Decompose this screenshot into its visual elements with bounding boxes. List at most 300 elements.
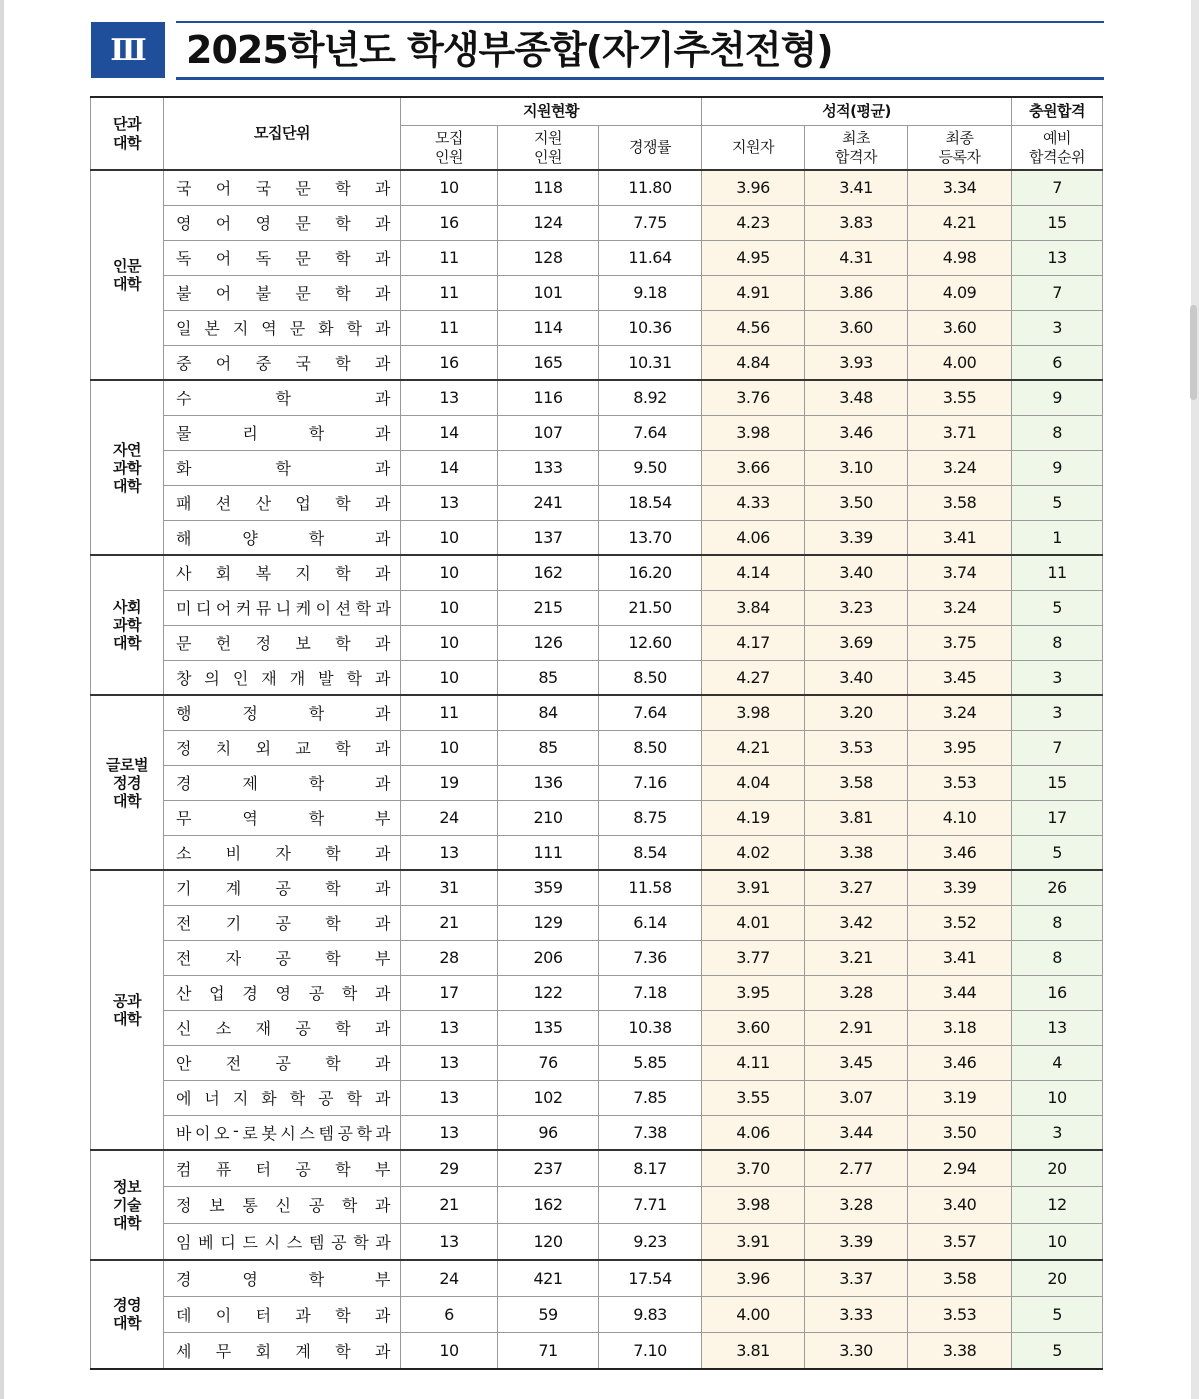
dept-name: 정 치 외 교 학 과 [176, 739, 390, 758]
dept-name: 창 의 인 재 개 발 학 과 [176, 668, 390, 688]
dept-name: 독 어 독 문 학 과 [176, 249, 390, 268]
dept-cell [164, 1187, 401, 1224]
dept-name: 컴 퓨 터 공 학 부 [176, 1160, 390, 1179]
ratio-cell: 6.14 [599, 905, 702, 940]
ratio-cell: 13.70 [599, 520, 702, 555]
dept-name: 기 계 공 학 과 [176, 879, 390, 899]
dept-cell [164, 695, 401, 730]
dept-cell [164, 555, 401, 590]
section-number-badge: Ⅲ [91, 22, 165, 78]
dept-cell [164, 1045, 401, 1080]
dept-cell [164, 940, 401, 975]
dept-cell [164, 765, 401, 800]
waitlist-rank-cell: 17 [1012, 800, 1103, 835]
dept-cell [164, 1115, 401, 1150]
ratio-cell: 17.54 [599, 1260, 702, 1297]
first-pass-cell: 3.40 [805, 660, 908, 695]
recruit-cell: 13 [401, 1115, 498, 1150]
applicants-cell: 84 [498, 695, 599, 730]
col-unit: 모집단위 [164, 97, 401, 170]
table-row [91, 625, 1103, 660]
table-row [91, 1010, 1103, 1045]
recruit-cell: 28 [401, 940, 498, 975]
dept-name: 전 기 공 학 과 [176, 914, 390, 933]
table-row [91, 240, 1103, 275]
applicants-cell: 215 [498, 590, 599, 625]
applicants-cell: 120 [498, 1223, 599, 1260]
ratio-cell: 8.54 [599, 835, 702, 870]
ratio-cell: 11.64 [599, 240, 702, 275]
waitlist-rank-cell: 9 [1012, 380, 1103, 415]
first-pass-cell: 3.20 [805, 695, 908, 730]
dept-name: 수 학 과 [176, 389, 390, 409]
first-pass-cell: 3.10 [805, 450, 908, 485]
recruit-cell: 11 [401, 695, 498, 730]
applicants-cell: 116 [498, 380, 599, 415]
recruit-cell: 11 [401, 240, 498, 275]
applicant-grade-cell: 3.81 [702, 1333, 805, 1370]
recruit-cell: 24 [401, 800, 498, 835]
dept-name: 신 소 재 공 학 과 [176, 1019, 390, 1038]
ratio-cell: 7.16 [599, 765, 702, 800]
recruit-cell: 19 [401, 765, 498, 800]
admission-results-table [90, 96, 1103, 1370]
ratio-cell: 7.71 [599, 1187, 702, 1224]
applicants-cell: 126 [498, 625, 599, 660]
ratio-cell: 7.64 [599, 695, 702, 730]
dept-cell [164, 170, 401, 205]
table-row [91, 310, 1103, 345]
ratio-cell: 18.54 [599, 485, 702, 520]
final-reg-cell: 3.40 [908, 1187, 1012, 1224]
final-reg-cell: 4.21 [908, 205, 1012, 240]
ratio-cell: 7.64 [599, 415, 702, 450]
waitlist-rank-cell: 5 [1012, 1296, 1103, 1333]
waitlist-rank-cell: 3 [1012, 310, 1103, 345]
dept-cell [164, 1223, 401, 1260]
first-pass-cell: 3.45 [805, 1045, 908, 1080]
applicants-cell: 102 [498, 1080, 599, 1115]
recruit-cell: 14 [401, 415, 498, 450]
waitlist-rank-cell: 8 [1012, 905, 1103, 940]
table-row [91, 695, 1103, 730]
dept-name: 에 너 지 화 학 공 학 과 [176, 1089, 390, 1108]
waitlist-rank-cell: 16 [1012, 975, 1103, 1010]
table-row [91, 1080, 1103, 1115]
college-cell: 사회 과학 대학 [91, 555, 164, 695]
first-pass-cell: 3.83 [805, 205, 908, 240]
final-reg-cell: 3.41 [908, 520, 1012, 555]
dept-cell [164, 1296, 401, 1333]
applicants-cell: 101 [498, 275, 599, 310]
final-reg-cell: 2.94 [908, 1150, 1012, 1187]
dept-cell [164, 660, 401, 695]
table-row [91, 205, 1103, 240]
recruit-cell: 16 [401, 205, 498, 240]
applicant-grade-cell: 4.95 [702, 240, 805, 275]
dept-cell [164, 240, 401, 275]
waitlist-rank-cell: 15 [1012, 765, 1103, 800]
applicants-cell: 76 [498, 1045, 599, 1080]
first-pass-cell: 4.31 [805, 240, 908, 275]
applicants-cell: 85 [498, 730, 599, 765]
waitlist-rank-cell: 26 [1012, 870, 1103, 905]
first-pass-cell: 3.69 [805, 625, 908, 660]
ratio-cell: 12.60 [599, 625, 702, 660]
final-reg-cell: 3.53 [908, 765, 1012, 800]
first-pass-cell: 2.77 [805, 1150, 908, 1187]
applicant-grade-cell: 3.77 [702, 940, 805, 975]
ratio-cell: 8.50 [599, 660, 702, 695]
dept-name: 영 어 영 문 학 과 [176, 214, 390, 233]
recruit-cell: 10 [401, 520, 498, 555]
first-pass-cell: 3.42 [805, 905, 908, 940]
applicant-grade-cell: 3.66 [702, 450, 805, 485]
dept-cell [164, 975, 401, 1010]
final-reg-cell: 3.75 [908, 625, 1012, 660]
waitlist-rank-cell: 7 [1012, 275, 1103, 310]
first-pass-cell: 3.86 [805, 275, 908, 310]
applicant-grade-cell: 4.27 [702, 660, 805, 695]
table-row [91, 590, 1103, 625]
applicant-grade-cell: 3.91 [702, 870, 805, 905]
dept-cell [164, 485, 401, 520]
final-reg-cell: 3.58 [908, 485, 1012, 520]
dept-cell [164, 380, 401, 415]
waitlist-rank-cell: 5 [1012, 590, 1103, 625]
applicant-grade-cell: 4.01 [702, 905, 805, 940]
final-reg-cell: 3.18 [908, 1010, 1012, 1045]
applicants-cell: 421 [498, 1260, 599, 1297]
college-cell: 인문 대학 [91, 170, 164, 380]
page-title: 2025학년도 학생부종합(자기추천전형) [186, 28, 833, 72]
waitlist-rank-cell: 20 [1012, 1150, 1103, 1187]
waitlist-rank-cell: 10 [1012, 1223, 1103, 1260]
final-reg-cell: 3.52 [908, 905, 1012, 940]
table-row [91, 170, 1103, 205]
recruit-cell: 17 [401, 975, 498, 1010]
first-pass-cell: 3.28 [805, 975, 908, 1010]
dept-name: 경 영 학 부 [176, 1269, 390, 1289]
table-row [91, 800, 1103, 835]
dept-name: 불 어 불 문 학 과 [176, 284, 390, 303]
applicants-cell: 85 [498, 660, 599, 695]
waitlist-rank-cell: 5 [1012, 1333, 1103, 1370]
applicants-cell: 241 [498, 485, 599, 520]
dept-name: 세 무 회 계 학 과 [176, 1342, 390, 1361]
ratio-cell: 11.58 [599, 870, 702, 905]
recruit-cell: 13 [401, 485, 498, 520]
col-applicant-grade: 지원자 [702, 126, 805, 171]
recruit-cell: 21 [401, 1187, 498, 1224]
dept-name: 중 어 중 국 학 과 [176, 353, 390, 373]
applicant-grade-cell: 4.11 [702, 1045, 805, 1080]
first-pass-cell: 3.60 [805, 310, 908, 345]
applicant-grade-cell: 4.91 [702, 275, 805, 310]
applicant-grade-cell: 3.98 [702, 415, 805, 450]
col-college: 단과 대학 [91, 97, 164, 170]
applicants-cell: 135 [498, 1010, 599, 1045]
final-reg-cell: 3.46 [908, 1045, 1012, 1080]
waitlist-rank-cell: 4 [1012, 1045, 1103, 1080]
recruit-cell: 13 [401, 380, 498, 415]
waitlist-rank-cell: 8 [1012, 940, 1103, 975]
dept-name: 데 이 터 과 학 과 [176, 1305, 390, 1325]
applicants-cell: 210 [498, 800, 599, 835]
table-row [91, 905, 1103, 940]
first-pass-cell: 3.48 [805, 380, 908, 415]
waitlist-rank-cell: 9 [1012, 450, 1103, 485]
recruit-cell: 10 [401, 1333, 498, 1370]
table-row [91, 1333, 1103, 1370]
dept-cell [164, 310, 401, 345]
waitlist-rank-cell: 8 [1012, 625, 1103, 660]
dept-name: 일 본 지 역 문 화 학 과 [176, 319, 390, 338]
final-reg-cell: 3.41 [908, 940, 1012, 975]
table-row [91, 1115, 1103, 1150]
applicant-grade-cell: 4.06 [702, 520, 805, 555]
waitlist-rank-cell: 7 [1012, 730, 1103, 765]
waitlist-rank-cell: 13 [1012, 240, 1103, 275]
final-reg-cell: 4.09 [908, 275, 1012, 310]
recruit-cell: 6 [401, 1296, 498, 1333]
applicant-grade-cell: 4.06 [702, 1115, 805, 1150]
first-pass-cell: 3.58 [805, 765, 908, 800]
applicants-cell: 107 [498, 415, 599, 450]
college-cell: 공과 대학 [91, 870, 164, 1150]
recruit-cell: 14 [401, 450, 498, 485]
table-row [91, 1045, 1103, 1080]
col-ratio: 경쟁률 [599, 126, 702, 171]
applicant-grade-cell: 4.00 [702, 1296, 805, 1333]
scrollbar-thumb[interactable] [1190, 305, 1197, 400]
final-reg-cell: 3.57 [908, 1223, 1012, 1260]
applicants-cell: 124 [498, 205, 599, 240]
col-final-reg: 최종 등록자 [908, 126, 1012, 171]
waitlist-rank-cell: 20 [1012, 1260, 1103, 1297]
col-grade-avg: 성적(평균) [702, 97, 1012, 126]
applicants-cell: 114 [498, 310, 599, 345]
table-row [91, 415, 1103, 450]
dept-name: 미 디 어 커 뮤 니 케 이 션 학 과 [176, 599, 390, 618]
first-pass-cell: 3.53 [805, 730, 908, 765]
waitlist-rank-cell: 13 [1012, 1010, 1103, 1045]
table-row [91, 1260, 1103, 1297]
college-cell: 글로벌 정경 대학 [91, 695, 164, 870]
dept-cell [164, 415, 401, 450]
first-pass-cell: 3.27 [805, 870, 908, 905]
ratio-cell: 10.36 [599, 310, 702, 345]
table-row [91, 975, 1103, 1010]
dept-name: 국 어 국 문 학 과 [176, 179, 390, 199]
applicants-cell: 133 [498, 450, 599, 485]
final-reg-cell: 3.74 [908, 555, 1012, 590]
first-pass-cell: 3.39 [805, 520, 908, 555]
applicant-grade-cell: 4.14 [702, 555, 805, 590]
final-reg-cell: 3.44 [908, 975, 1012, 1010]
ratio-cell: 10.31 [599, 345, 702, 380]
waitlist-rank-cell: 15 [1012, 205, 1103, 240]
dept-cell [164, 800, 401, 835]
waitlist-rank-cell: 11 [1012, 555, 1103, 590]
dept-name: 임 베 디 드 시 스 템 공 학 과 [176, 1232, 390, 1252]
dept-cell [164, 1010, 401, 1045]
waitlist-rank-cell: 3 [1012, 1115, 1103, 1150]
title-rule-top [176, 21, 1104, 23]
first-pass-cell: 3.40 [805, 555, 908, 590]
ratio-cell: 9.23 [599, 1223, 702, 1260]
waitlist-rank-cell: 7 [1012, 170, 1103, 205]
recruit-cell: 11 [401, 310, 498, 345]
waitlist-rank-cell: 6 [1012, 345, 1103, 380]
dept-cell [164, 275, 401, 310]
ratio-cell: 11.80 [599, 170, 702, 205]
college-cell: 경영 대학 [91, 1260, 164, 1370]
applicant-grade-cell: 4.23 [702, 205, 805, 240]
recruit-cell: 10 [401, 660, 498, 695]
table-row [91, 1223, 1103, 1260]
dept-cell [164, 1333, 401, 1370]
table-row [91, 1296, 1103, 1333]
applicant-grade-cell: 3.84 [702, 590, 805, 625]
college-cell: 자연 과학 대학 [91, 380, 164, 555]
ratio-cell: 5.85 [599, 1045, 702, 1080]
dept-name: 전 자 공 학 부 [176, 949, 390, 968]
dept-cell [164, 1260, 401, 1297]
applicant-grade-cell: 3.60 [702, 1010, 805, 1045]
dept-name: 행 정 학 과 [176, 704, 390, 724]
first-pass-cell: 3.37 [805, 1260, 908, 1297]
recruit-cell: 29 [401, 1150, 498, 1187]
col-apply-status: 지원현황 [401, 97, 702, 126]
first-pass-cell: 3.23 [805, 590, 908, 625]
final-reg-cell: 3.39 [908, 870, 1012, 905]
final-reg-cell: 3.60 [908, 310, 1012, 345]
dept-name: 산 업 경 영 공 학 과 [176, 984, 390, 1003]
title-rule-bottom [176, 77, 1104, 80]
applicants-cell: 237 [498, 1150, 599, 1187]
recruit-cell: 16 [401, 345, 498, 380]
applicant-grade-cell: 3.96 [702, 170, 805, 205]
final-reg-cell: 3.24 [908, 695, 1012, 730]
table-row [91, 660, 1103, 695]
first-pass-cell: 3.28 [805, 1187, 908, 1224]
dept-name: 소 비 자 학 과 [176, 843, 390, 863]
ratio-cell: 7.18 [599, 975, 702, 1010]
col-waitlist-rank: 예비 합격순위 [1012, 126, 1103, 171]
recruit-cell: 13 [401, 1223, 498, 1260]
final-reg-cell: 3.71 [908, 415, 1012, 450]
waitlist-rank-cell: 8 [1012, 415, 1103, 450]
applicants-cell: 165 [498, 345, 599, 380]
applicants-cell: 137 [498, 520, 599, 555]
table-row [91, 870, 1103, 905]
recruit-cell: 31 [401, 870, 498, 905]
col-extra-pass: 충원합격 [1012, 97, 1103, 126]
waitlist-rank-cell: 1 [1012, 520, 1103, 555]
applicants-cell: 111 [498, 835, 599, 870]
dept-name: 물 리 학 과 [176, 424, 390, 443]
applicants-cell: 118 [498, 170, 599, 205]
recruit-cell: 21 [401, 905, 498, 940]
applicant-grade-cell: 3.70 [702, 1150, 805, 1187]
left-edge [0, 0, 4, 1399]
dept-cell [164, 625, 401, 660]
ratio-cell: 9.83 [599, 1296, 702, 1333]
applicant-grade-cell: 3.98 [702, 695, 805, 730]
recruit-cell: 10 [401, 730, 498, 765]
first-pass-cell: 3.81 [805, 800, 908, 835]
applicant-grade-cell: 4.17 [702, 625, 805, 660]
dept-name: 문 헌 정 보 학 과 [176, 634, 390, 653]
final-reg-cell: 3.46 [908, 835, 1012, 870]
first-pass-cell: 2.91 [805, 1010, 908, 1045]
col-recruit: 모집 인원 [401, 126, 498, 171]
applicant-grade-cell: 4.33 [702, 485, 805, 520]
waitlist-rank-cell: 12 [1012, 1187, 1103, 1224]
dept-name: 패 션 산 업 학 과 [176, 494, 390, 513]
table-row [91, 1187, 1103, 1224]
ratio-cell: 8.75 [599, 800, 702, 835]
first-pass-cell: 3.39 [805, 1223, 908, 1260]
applicants-cell: 129 [498, 905, 599, 940]
applicants-cell: 359 [498, 870, 599, 905]
ratio-cell: 7.36 [599, 940, 702, 975]
ratio-cell: 7.38 [599, 1115, 702, 1150]
dept-name: 무 역 학 부 [176, 809, 390, 828]
applicants-cell: 162 [498, 1187, 599, 1224]
applicants-cell: 96 [498, 1115, 599, 1150]
waitlist-rank-cell: 10 [1012, 1080, 1103, 1115]
ratio-cell: 16.20 [599, 555, 702, 590]
applicant-grade-cell: 3.95 [702, 975, 805, 1010]
table-row [91, 345, 1103, 380]
dept-cell [164, 520, 401, 555]
ratio-cell: 7.75 [599, 205, 702, 240]
table-row [91, 520, 1103, 555]
table-row [91, 730, 1103, 765]
dept-cell [164, 450, 401, 485]
applicant-grade-cell: 3.91 [702, 1223, 805, 1260]
final-reg-cell: 3.50 [908, 1115, 1012, 1150]
first-pass-cell: 3.33 [805, 1296, 908, 1333]
applicant-grade-cell: 3.96 [702, 1260, 805, 1297]
ratio-cell: 21.50 [599, 590, 702, 625]
ratio-cell: 10.38 [599, 1010, 702, 1045]
final-reg-cell: 4.98 [908, 240, 1012, 275]
college-cell: 정보 기술 대학 [91, 1150, 164, 1260]
dept-cell [164, 1150, 401, 1187]
table-row [91, 835, 1103, 870]
applicants-cell: 136 [498, 765, 599, 800]
applicants-cell: 71 [498, 1333, 599, 1370]
recruit-cell: 13 [401, 1010, 498, 1045]
ratio-cell: 8.50 [599, 730, 702, 765]
final-reg-cell: 4.00 [908, 345, 1012, 380]
table-row [91, 940, 1103, 975]
table-body [91, 170, 1103, 1369]
recruit-cell: 13 [401, 1080, 498, 1115]
recruit-cell: 10 [401, 555, 498, 590]
table-row [91, 275, 1103, 310]
applicant-grade-cell: 3.98 [702, 1187, 805, 1224]
first-pass-cell: 3.21 [805, 940, 908, 975]
first-pass-cell: 3.30 [805, 1333, 908, 1370]
dept-name: 해 양 학 과 [176, 528, 390, 548]
final-reg-cell: 3.45 [908, 660, 1012, 695]
ratio-cell: 9.18 [599, 275, 702, 310]
first-pass-cell: 3.41 [805, 170, 908, 205]
